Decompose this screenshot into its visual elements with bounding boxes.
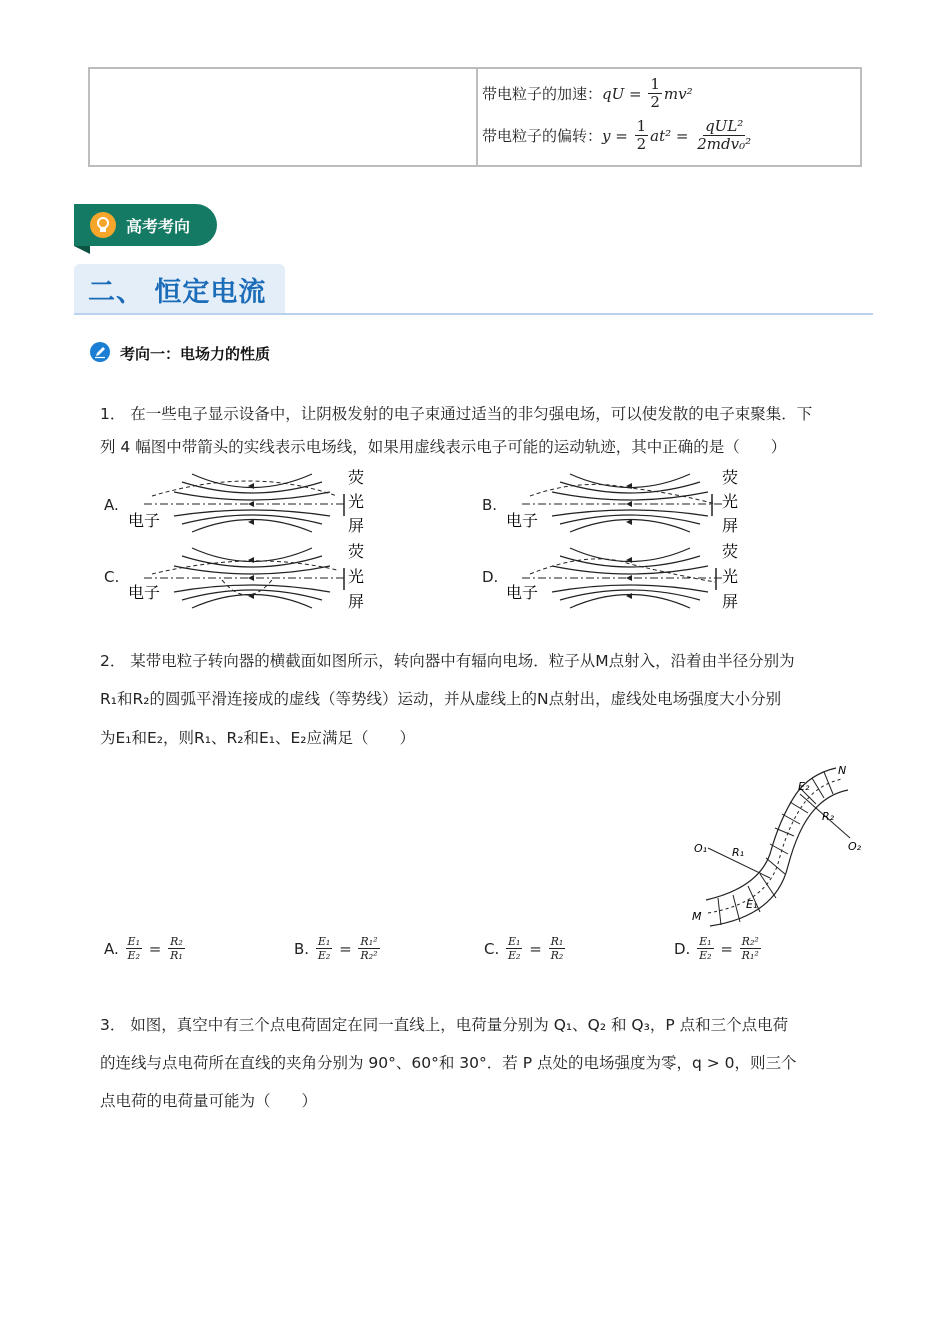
svg-text:屏: 屏 <box>722 592 739 611</box>
section-underline <box>74 313 873 315</box>
q2-figure <box>688 758 870 934</box>
svg-text:荧: 荧 <box>348 542 365 561</box>
svg-text:光: 光 <box>722 567 739 586</box>
svg-text:N: N <box>838 764 847 777</box>
svg-text:光: 光 <box>348 567 365 586</box>
svg-text:O₂: O₂ <box>848 840 862 853</box>
svg-text:E₂: E₂ <box>798 780 810 793</box>
q1-option-d[interactable]: D. <box>482 568 499 586</box>
svg-text:屏: 屏 <box>348 516 365 535</box>
q1-option-b[interactable]: B. <box>482 496 498 514</box>
badge-label: 高考考向 <box>126 217 191 236</box>
q1-line1: 1． 在一些电子显示设备中，让阴极发射的电子束通过适当的非匀强电场，可以使发散的电子束聚集．下 <box>100 405 813 423</box>
electron-label-d: 电子 <box>506 583 539 602</box>
q1-option-a[interactable]: A. <box>104 496 119 514</box>
q1-line2: 列 4 幅图中带箭头的实线表示电场线，如果用虚线表示电子可能的运动轨迹，其中正确的是（ ） <box>100 438 787 456</box>
q3-line3: 点电荷的电荷量可能为（ ） <box>100 1092 318 1110</box>
pencil-icon <box>90 342 110 362</box>
svg-text:荧: 荧 <box>348 468 365 487</box>
badge-fold <box>74 246 90 254</box>
q2-line3: 为E₁和E₂，则R₁、R₂和E₁、E₂应满足（ ） <box>100 729 415 747</box>
svg-text:R₂: R₂ <box>822 810 835 823</box>
q2-option-a[interactable]: A. $\frac{\text{E₁}}{\text{E₂}}$ = $\frac{\text{R₂}}{\text{R₁}}$ <box>104 935 183 962</box>
q1-option-c[interactable]: C. <box>104 568 120 586</box>
svg-text:荧: 荧 <box>722 542 739 561</box>
lightbulb-icon <box>90 212 116 238</box>
svg-text:E₁: E₁ <box>746 898 758 911</box>
electron-label-a: 电子 <box>128 511 161 530</box>
q3-line2: 的连线与点电荷所在直线的夹角分别为 90°、60°和 30°．若 P 点处的电场强度为零，q > 0，则三个 <box>100 1054 797 1072</box>
svg-text:R₁: R₁ <box>732 846 745 859</box>
svg-text:荧: 荧 <box>722 468 739 487</box>
q1-figure-a <box>122 466 372 536</box>
q2-line2: R₁和R₂的圆弧平滑连接成的虚线（等势线）运动，并从虚线上的N点射出，虚线处电场强度大小分别 <box>100 690 782 708</box>
svg-text:屏: 屏 <box>348 592 365 611</box>
accel-formula: 带电粒子的加速： qU = $\frac{1}{2}$ mv² <box>482 75 693 111</box>
subsection-title: 考向一：电场力的性质 <box>120 345 271 363</box>
q1-figure-c <box>122 540 372 612</box>
electron-label-b: 电子 <box>506 511 539 530</box>
q2-option-b[interactable]: B. $\frac{\text{E₁}}{\text{E₂}}$ = $\frac{\text{R₁²}}{\text{R₂²}}$ <box>294 935 378 962</box>
section-title: 二、 恒定电流 <box>88 277 267 308</box>
svg-text:光: 光 <box>348 492 365 511</box>
q1-figure-d <box>500 540 750 612</box>
q2-option-c[interactable]: C. $\frac{\text{E₁}}{\text{E₂}}$ = $\frac{\text{R₁}}{\text{R₂}}$ <box>484 935 564 962</box>
svg-text:M: M <box>692 910 702 923</box>
q1-figure-b <box>500 466 750 536</box>
deflect-formula: 带电粒子的偏转： y = $\frac{1}{2}$ at² = $\frac{\text{qUL²}}{\text{2mdv₀²}}$ <box>482 117 752 153</box>
formula-table <box>88 67 862 167</box>
q2-option-d[interactable]: D. $\frac{\text{E₁}}{\text{E₂}}$ = $\frac{\text{R₂²}}{\text{R₁²}}$ <box>674 935 759 962</box>
svg-text:O₁: O₁ <box>694 842 708 855</box>
svg-text:屏: 屏 <box>722 516 739 535</box>
svg-text:光: 光 <box>722 492 739 511</box>
table-divider <box>476 69 478 165</box>
q2-line1: 2． 某带电粒子转向器的横截面如图所示，转向器中有辐向电场．粒子从M点射入，沿着由半径分别为 <box>100 652 795 670</box>
electron-label-c: 电子 <box>128 583 161 602</box>
q3-line1: 3． 如图，真空中有三个点电荷固定在同一直线上，电荷量分别为 Q₁、Q₂ 和 Q₃，P 点和三个点电荷 <box>100 1016 789 1034</box>
